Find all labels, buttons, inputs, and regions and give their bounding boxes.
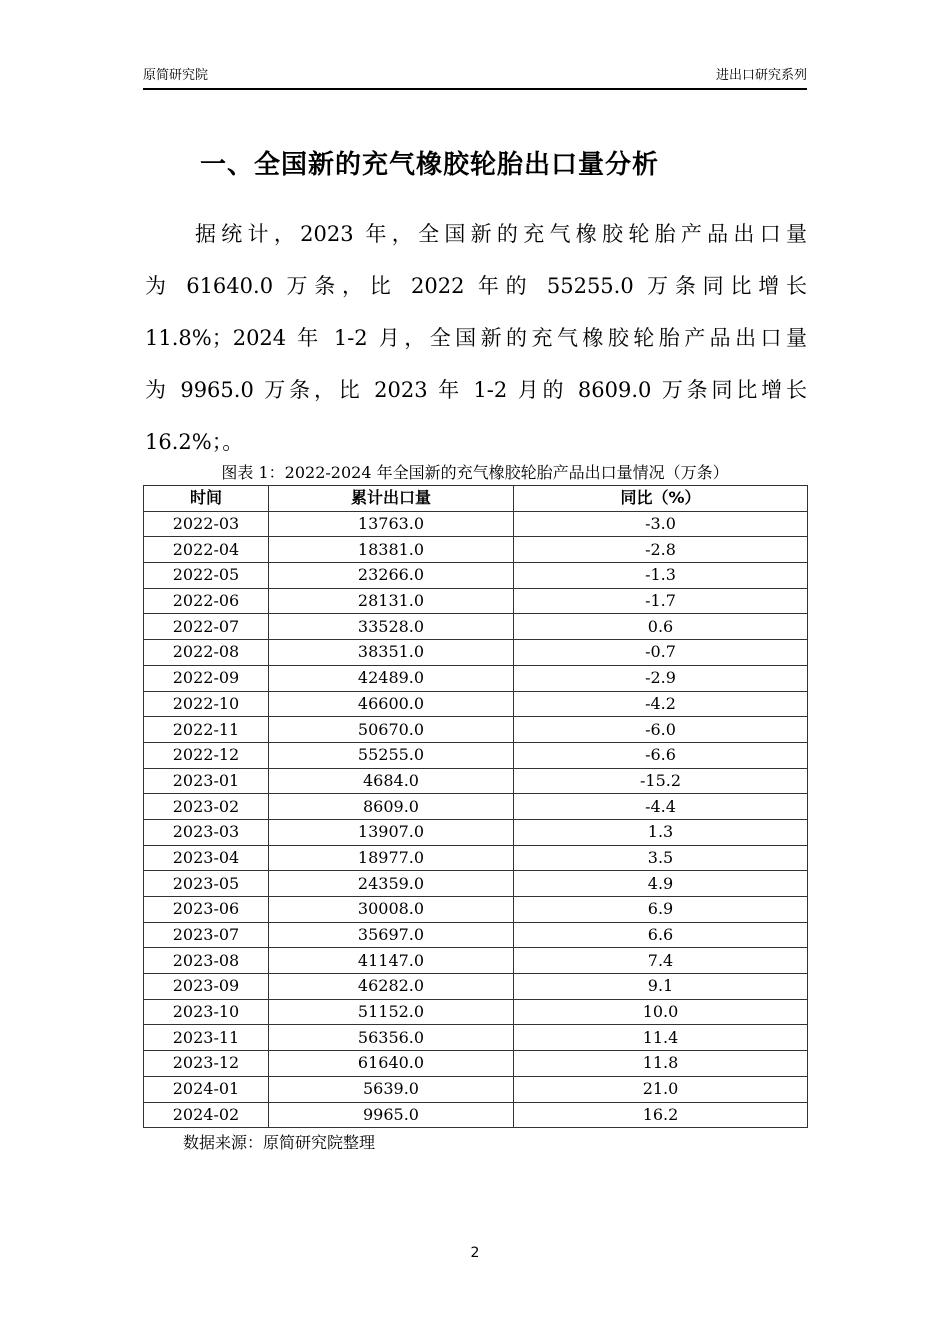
cell-time: 2022-04 bbox=[144, 537, 269, 563]
cell-time: 2023-01 bbox=[144, 768, 269, 794]
cell-time: 2023-12 bbox=[144, 1051, 269, 1077]
cell-yoy: 6.6 bbox=[514, 922, 808, 948]
paragraph-line: 11.8%；2024 年 1-2 月，全国新的充气橡胶轮胎产品出口量 bbox=[145, 326, 807, 350]
cell-cumulative-export: 46600.0 bbox=[269, 691, 514, 717]
table-row bbox=[144, 897, 808, 923]
cell-yoy: 4.9 bbox=[514, 871, 808, 897]
table-row bbox=[144, 742, 808, 768]
table-row bbox=[144, 691, 808, 717]
table-row bbox=[144, 922, 808, 948]
cell-cumulative-export: 8609.0 bbox=[269, 794, 514, 820]
cell-time: 2023-09 bbox=[144, 974, 269, 1000]
paragraph-line: 为 9965.0 万条，比 2023 年 1-2 月的 8609.0 万条同比增长 bbox=[145, 378, 807, 402]
table-row bbox=[144, 717, 808, 743]
paragraph-line: 16.2%；。 bbox=[145, 430, 244, 454]
cell-yoy: 21.0 bbox=[514, 1076, 808, 1102]
table-row bbox=[144, 999, 808, 1025]
cell-cumulative-export: 18977.0 bbox=[269, 845, 514, 871]
cell-time: 2023-11 bbox=[144, 1025, 269, 1051]
cell-time: 2023-06 bbox=[144, 897, 269, 923]
cell-time: 2023-10 bbox=[144, 999, 269, 1025]
data-source-note: 数据来源：原简研究院整理 bbox=[183, 1133, 376, 1152]
column-header-cumulative-export: 累计出口量 bbox=[269, 486, 514, 512]
table-row bbox=[144, 1076, 808, 1102]
cell-cumulative-export: 41147.0 bbox=[269, 948, 514, 974]
cell-time: 2022-09 bbox=[144, 665, 269, 691]
cell-time: 2023-02 bbox=[144, 794, 269, 820]
cell-yoy: -1.3 bbox=[514, 563, 808, 589]
cell-yoy: -2.9 bbox=[514, 665, 808, 691]
table-row bbox=[144, 974, 808, 1000]
cell-yoy: 3.5 bbox=[514, 845, 808, 871]
cell-time: 2023-05 bbox=[144, 871, 269, 897]
cell-time: 2023-03 bbox=[144, 819, 269, 845]
section-title: 一、全国新的充气橡胶轮胎出口量分析 bbox=[200, 150, 660, 180]
table-row bbox=[144, 1102, 808, 1128]
cell-time: 2023-07 bbox=[144, 922, 269, 948]
header-series-name: 进出口研究系列 bbox=[715, 68, 807, 83]
cell-yoy: -2.8 bbox=[514, 537, 808, 563]
table-row bbox=[144, 794, 808, 820]
cell-time: 2022-10 bbox=[144, 691, 269, 717]
cell-yoy: -0.7 bbox=[514, 640, 808, 666]
table-row bbox=[144, 511, 808, 537]
cell-cumulative-export: 38351.0 bbox=[269, 640, 514, 666]
table-row bbox=[144, 665, 808, 691]
cell-time: 2022-06 bbox=[144, 588, 269, 614]
cell-cumulative-export: 9965.0 bbox=[269, 1102, 514, 1128]
cell-cumulative-export: 42489.0 bbox=[269, 665, 514, 691]
cell-yoy: -1.7 bbox=[514, 588, 808, 614]
cell-cumulative-export: 55255.0 bbox=[269, 742, 514, 768]
paragraph-line: 为 61640.0 万条，比 2022 年的 55255.0 万条同比增长 bbox=[145, 274, 807, 298]
cell-yoy: -3.0 bbox=[514, 511, 808, 537]
cell-cumulative-export: 5639.0 bbox=[269, 1076, 514, 1102]
table-caption: 图表 1：2022-2024 年全国新的充气橡胶轮胎产品出口量情况（万条） bbox=[221, 463, 729, 482]
cell-time: 2023-08 bbox=[144, 948, 269, 974]
table-row bbox=[144, 948, 808, 974]
header-org-name: 原简研究院 bbox=[143, 68, 209, 83]
cell-time: 2022-05 bbox=[144, 563, 269, 589]
cell-cumulative-export: 18381.0 bbox=[269, 537, 514, 563]
cell-yoy: 11.8 bbox=[514, 1051, 808, 1077]
table-row bbox=[144, 1051, 808, 1077]
cell-cumulative-export: 13763.0 bbox=[269, 511, 514, 537]
table-row bbox=[144, 640, 808, 666]
cell-cumulative-export: 30008.0 bbox=[269, 897, 514, 923]
cell-cumulative-export: 35697.0 bbox=[269, 922, 514, 948]
body-paragraph bbox=[145, 208, 807, 468]
table-row bbox=[144, 819, 808, 845]
table-row bbox=[144, 845, 808, 871]
column-header-time: 时间 bbox=[144, 486, 269, 512]
cell-time: 2024-01 bbox=[144, 1076, 269, 1102]
table-header-row bbox=[144, 486, 808, 512]
cell-yoy: 0.6 bbox=[514, 614, 808, 640]
table-row bbox=[144, 871, 808, 897]
paragraph-line: 据统计，2023 年，全国新的充气橡胶轮胎产品出口量 bbox=[195, 222, 807, 246]
cell-yoy: 10.0 bbox=[514, 999, 808, 1025]
cell-yoy: -6.0 bbox=[514, 717, 808, 743]
table-row bbox=[144, 1025, 808, 1051]
cell-cumulative-export: 33528.0 bbox=[269, 614, 514, 640]
cell-yoy: -4.2 bbox=[514, 691, 808, 717]
page-header bbox=[143, 66, 807, 90]
table-body bbox=[144, 511, 808, 1128]
table-row bbox=[144, 563, 808, 589]
cell-cumulative-export: 50670.0 bbox=[269, 717, 514, 743]
cell-yoy: 11.4 bbox=[514, 1025, 808, 1051]
cell-yoy: -4.4 bbox=[514, 794, 808, 820]
cell-time: 2022-12 bbox=[144, 742, 269, 768]
cell-yoy: 7.4 bbox=[514, 948, 808, 974]
cell-time: 2022-11 bbox=[144, 717, 269, 743]
cell-yoy: -15.2 bbox=[514, 768, 808, 794]
table-row bbox=[144, 614, 808, 640]
table-row bbox=[144, 537, 808, 563]
cell-cumulative-export: 51152.0 bbox=[269, 999, 514, 1025]
column-header-yoy: 同比（%） bbox=[514, 486, 808, 512]
cell-yoy: 6.9 bbox=[514, 897, 808, 923]
cell-time: 2024-02 bbox=[144, 1102, 269, 1128]
cell-cumulative-export: 13907.0 bbox=[269, 819, 514, 845]
page-number: 2 bbox=[470, 1245, 480, 1261]
export-volume-table bbox=[143, 485, 808, 1128]
cell-time: 2022-07 bbox=[144, 614, 269, 640]
table-row bbox=[144, 768, 808, 794]
cell-cumulative-export: 46282.0 bbox=[269, 974, 514, 1000]
table-row bbox=[144, 588, 808, 614]
cell-cumulative-export: 24359.0 bbox=[269, 871, 514, 897]
cell-cumulative-export: 23266.0 bbox=[269, 563, 514, 589]
cell-time: 2022-08 bbox=[144, 640, 269, 666]
cell-time: 2022-03 bbox=[144, 511, 269, 537]
cell-time: 2023-04 bbox=[144, 845, 269, 871]
cell-yoy: 1.3 bbox=[514, 819, 808, 845]
cell-cumulative-export: 56356.0 bbox=[269, 1025, 514, 1051]
cell-yoy: 16.2 bbox=[514, 1102, 808, 1128]
cell-cumulative-export: 61640.0 bbox=[269, 1051, 514, 1077]
cell-cumulative-export: 28131.0 bbox=[269, 588, 514, 614]
cell-yoy: -6.6 bbox=[514, 742, 808, 768]
cell-cumulative-export: 4684.0 bbox=[269, 768, 514, 794]
cell-yoy: 9.1 bbox=[514, 974, 808, 1000]
